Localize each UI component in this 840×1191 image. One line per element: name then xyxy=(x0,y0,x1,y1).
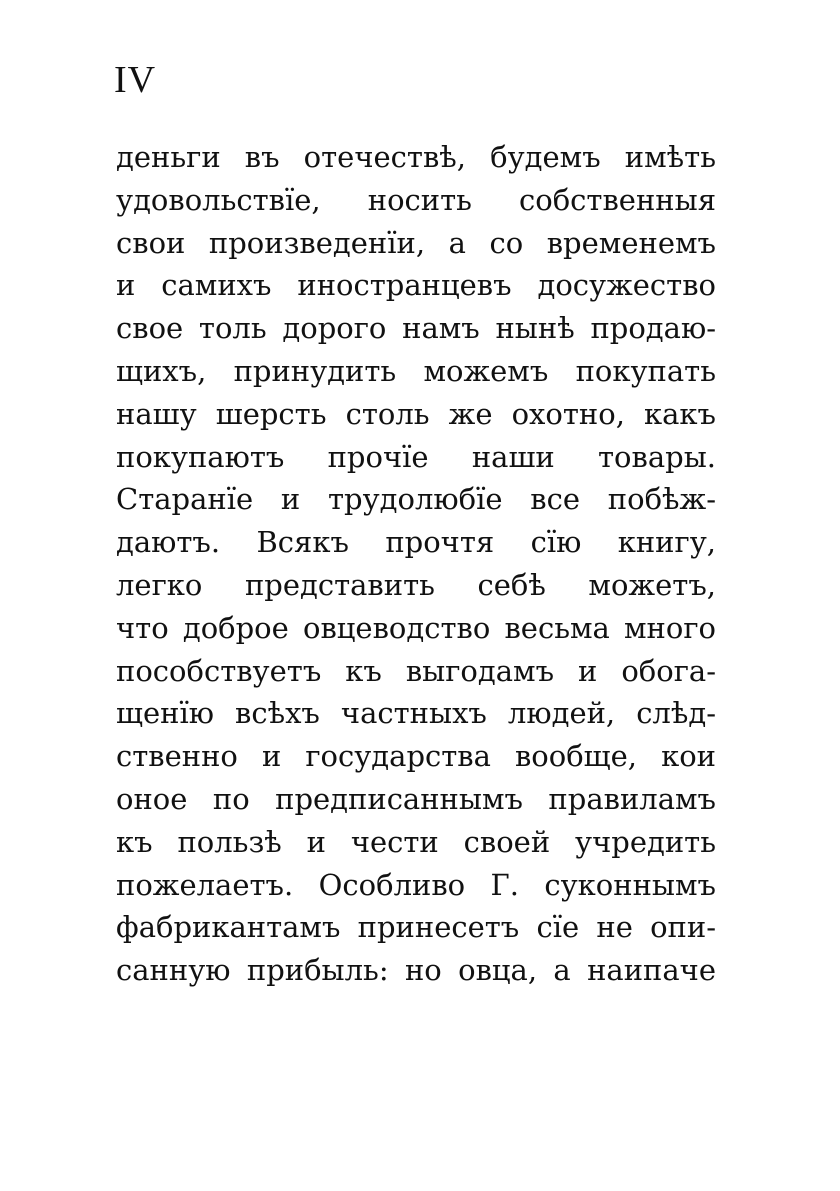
text-line: легко представить себѣ можетъ, xyxy=(116,567,716,602)
text-line: санную прибыль: но овца, а наипаче xyxy=(116,953,716,988)
text-line: фабрикантамъ принесетъ сïе не опи- xyxy=(116,910,716,945)
text-line: что доброе овцеводство весьма много xyxy=(116,610,716,645)
page-number: IV xyxy=(114,59,157,101)
text-line: и самихъ иностранцевъ досужество xyxy=(116,268,716,303)
text-line: деньги въ отечествѣ, будемъ имѣть xyxy=(116,140,716,174)
text-line: даютъ. Всякъ прочтя сïю книгу, xyxy=(116,525,716,560)
text-line: Старанïе и трудолюбïе все побѣж- xyxy=(116,482,716,517)
text-line: щенïю всѣхъ частныхъ людей, слѣд- xyxy=(116,696,716,731)
body-text xyxy=(116,136,716,992)
text-line: пособствуетъ къ выгодамъ и обога- xyxy=(116,653,716,688)
text-line: свои произведенïи, а со временемъ xyxy=(116,225,716,260)
text-line: ственно и государства вообще, кои xyxy=(116,739,716,774)
text-line: нашу шерсть столь же охотно, какъ xyxy=(116,396,716,431)
text-line: удовольствïе, носить собственныя xyxy=(116,182,716,217)
text-line: свое толь дорого намъ нынѣ продаю- xyxy=(116,311,716,346)
text-line: пожелаетъ. Особливо Г. суконнымъ xyxy=(116,867,716,902)
text-line: къ пользѣ и чести своей учредить xyxy=(116,824,716,859)
text-line: покупаютъ прочïе наши товары. xyxy=(116,439,716,474)
text-line: щихъ, принудить можемъ покупать xyxy=(116,353,716,388)
text-line: оное по предписаннымъ правиламъ xyxy=(116,781,716,816)
